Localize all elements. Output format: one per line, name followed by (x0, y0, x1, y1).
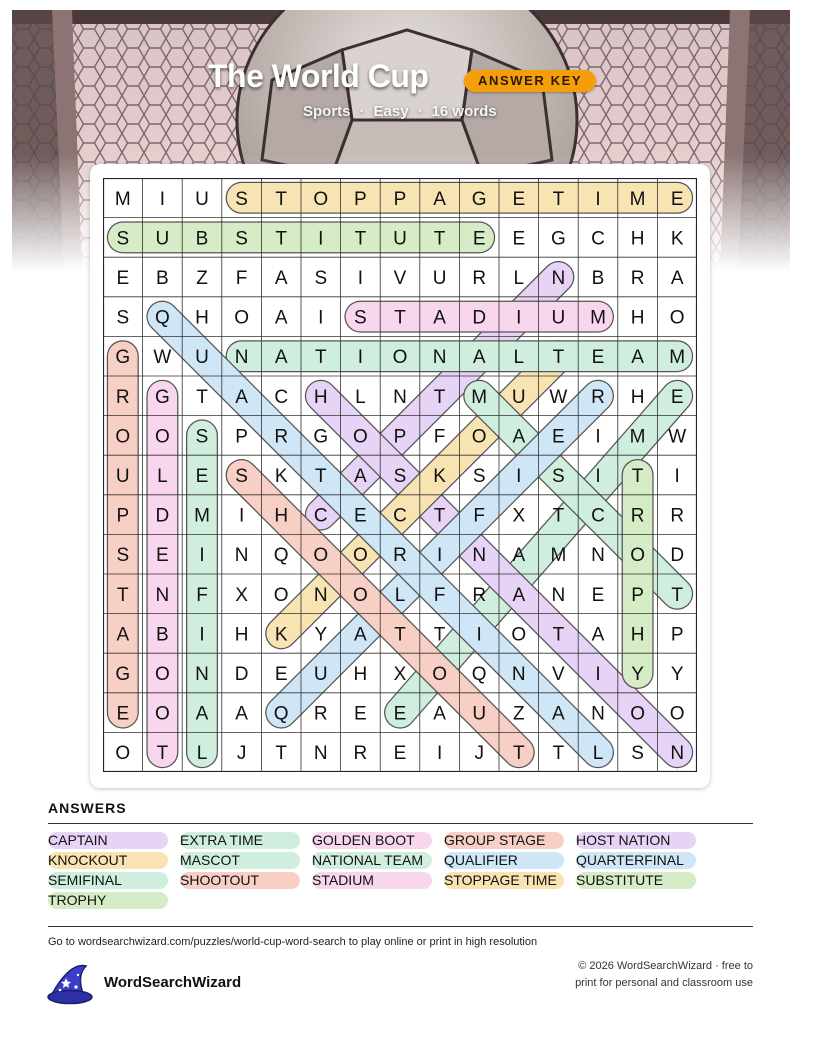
grid-cell-letter: A (274, 307, 288, 329)
grid-cell-letter: T (196, 386, 208, 408)
grid-cell-letter: F (196, 584, 208, 606)
grid-cell-letter: G (115, 347, 131, 369)
grid-cell-letter: O (511, 624, 527, 646)
grid-cell-letter: O (669, 703, 685, 725)
grid-cell-letter: S (552, 466, 565, 487)
grid-cell-letter: I (318, 228, 324, 250)
category-label: Sports (303, 103, 351, 120)
grid-cell-letter: I (476, 624, 482, 646)
answer-item (576, 871, 663, 889)
grid-cell-letter: M (550, 545, 567, 567)
grid-cell-letter: H (234, 624, 249, 646)
grid-cell-letter: T (275, 228, 288, 250)
grid-cell-letter: T (314, 466, 327, 487)
answer-item (180, 831, 263, 849)
grid-cell-letter: M (471, 386, 488, 408)
grid-cell-letter: O (630, 545, 645, 567)
grid-cell-letter: B (156, 624, 169, 646)
separator-dot: · (417, 103, 423, 120)
grid-cell-letter: G (155, 386, 170, 408)
grid-cell-letter: U (393, 228, 407, 250)
grid-cell-letter: N (393, 386, 407, 408)
grid-cell-letter: X (512, 505, 526, 527)
grid-cell-letter: E (552, 426, 565, 448)
grid-cell-letter: D (155, 505, 170, 527)
grid-cell-letter: O (115, 426, 131, 448)
grid-cell-letter: T (671, 584, 684, 606)
answer-item (444, 871, 557, 889)
grid-cell-letter: A (274, 268, 288, 289)
answer-key-badge: ANSWER KEY (464, 70, 596, 92)
grid-cell-letter: Y (314, 624, 328, 646)
grid-cell-letter: E (393, 743, 407, 765)
grid-cell-letter: S (235, 466, 248, 487)
grid-cell-letter: O (353, 584, 368, 606)
grid-cell-letter: I (238, 505, 245, 527)
grid-cell-letter: A (235, 703, 248, 725)
grid-cell-letter: E (116, 703, 130, 725)
grid-cell-letter: M (114, 188, 131, 210)
grid-cell-letter: L (394, 584, 406, 606)
grid-cell-letter: G (115, 664, 131, 685)
grid-cell-letter: O (115, 743, 131, 765)
grid-cell-letter: N (155, 584, 170, 606)
grid-cell-letter: R (353, 743, 368, 765)
grid-cell-letter: I (595, 664, 601, 685)
grid-cell-letter: N (591, 545, 605, 567)
grid-cell-letter: A (512, 545, 526, 567)
grid-cell-letter: E (512, 228, 526, 250)
answer-item (48, 851, 127, 869)
grid-cell-letter: A (195, 703, 209, 725)
grid-cell-letter: E (156, 545, 169, 567)
grid-cell-letter: O (471, 426, 487, 448)
grid-cell-letter: K (670, 228, 684, 250)
grid-cell-letter: F (433, 584, 446, 606)
grid-cell-letter: X (235, 584, 248, 606)
answer-word: QUALIFIER (444, 852, 518, 868)
grid-cell-letter: T (552, 505, 565, 527)
answer-word: QUARTERFINAL (576, 852, 684, 868)
grid-cell-letter: G (551, 228, 566, 250)
answer-word: KNOCKOUT (48, 852, 128, 868)
grid-cell-letter: R (472, 584, 487, 606)
grid-cell-letter: A (433, 188, 446, 210)
answer-word: STOPPAGE TIME (444, 872, 557, 888)
grid-cell-letter: W (668, 426, 687, 448)
grid-cell-letter: E (591, 347, 605, 369)
grid-cell-letter: U (432, 268, 447, 289)
grid-cell-letter: I (357, 268, 364, 289)
grid-cell-letter: T (394, 307, 406, 329)
grid-cell-letter: L (592, 743, 604, 765)
grid-cell-letter: P (393, 426, 407, 448)
answer-item (48, 871, 122, 889)
grid-cell-letter: N (234, 347, 249, 369)
grid-cell-letter: G (313, 426, 329, 448)
grid-cell-letter: P (116, 505, 130, 527)
grid-cell-letter: T (394, 624, 406, 646)
grid-cell-letter: K (274, 466, 288, 487)
grid-cell-letter: I (595, 466, 601, 487)
grid-cell-letter: I (516, 307, 522, 329)
answer-word: SHOOTOUT (180, 872, 260, 888)
grid-cell-letter: L (196, 743, 208, 765)
grid-cell-letter: A (552, 703, 565, 725)
grid-cell-letter: S (314, 268, 328, 289)
grid-cell-letter: O (234, 307, 249, 329)
grid-cell-letter: E (195, 466, 209, 487)
grid-cell-letter: S (235, 188, 248, 210)
grid-cell-letter: S (116, 545, 130, 567)
grid-cell-letter: S (116, 228, 130, 250)
grid-cell-letter: O (669, 307, 685, 329)
grid-cell-letter: R (630, 268, 645, 289)
answer-item (312, 871, 374, 889)
grid-cell-letter: E (472, 228, 486, 250)
grid-cell-letter: T (156, 743, 169, 765)
grid-cell-letter: N (195, 664, 209, 685)
grid-cell-letter: E (354, 703, 367, 725)
footer-link-text: Go to wordsearchwizard.com/puzzles/world-cup-word-search to play online or print in high resolution (48, 936, 538, 948)
grid-cell-letter: B (591, 268, 605, 289)
grid-cell-letter: A (274, 347, 288, 369)
grid-cell-letter: Y (670, 664, 684, 685)
grid-cell-letter: O (313, 188, 329, 210)
grid-cell-letter: P (393, 188, 407, 210)
grid-cell-letter: R (313, 703, 328, 725)
puzzle-meta (303, 103, 497, 120)
grid-cell-letter: O (432, 664, 447, 685)
answer-item (180, 851, 240, 869)
grid-cell-letter: J (236, 743, 247, 765)
grid-cell-letter: F (473, 505, 486, 527)
answer-item (312, 851, 423, 869)
grid-cell-letter: W (153, 347, 172, 369)
grid-cell-letter: Q (273, 703, 289, 725)
grid-cell-letter: D (670, 545, 685, 567)
grid-cell-letter: I (436, 545, 443, 567)
grid-cell-letter: A (354, 466, 367, 487)
grid-cell-letter: D (234, 664, 249, 685)
grid-cell-letter: O (155, 426, 170, 448)
grid-cell-letter: R (274, 426, 289, 448)
wizard-hat-icon (46, 962, 94, 1006)
grid-cell-letter: T (275, 743, 288, 765)
grid-cell-letter: H (630, 624, 645, 646)
grid-cell-letter: N (472, 545, 487, 567)
grid-cell-letter: S (195, 426, 209, 448)
grid-cell-letter: M (629, 188, 646, 210)
grid-cell-letter: O (273, 584, 289, 606)
grid-cell-letter: S (393, 466, 407, 487)
grid-cell-letter: V (552, 664, 565, 685)
grid-cell-letter: O (155, 703, 170, 725)
grid-cell-letter: Q (273, 545, 289, 567)
grid-cell-letter: H (313, 386, 328, 408)
grid-cell-letter: Q (471, 664, 487, 685)
grid-cell-letter: F (235, 268, 248, 289)
grid-cell-letter: P (354, 188, 367, 210)
grid-cell-letter: E (274, 664, 288, 685)
difficulty-label: Easy (373, 103, 409, 120)
grid-cell-letter: Z (512, 703, 525, 725)
grid-cell-letter: A (433, 703, 446, 725)
grid-cell-letter: I (436, 743, 443, 765)
grid-cell-letter: T (631, 466, 644, 487)
grid-cell-letter: O (392, 347, 408, 369)
grid-cell-letter: A (631, 347, 644, 369)
answers-divider-top (48, 823, 753, 824)
grid-cell-letter: U (313, 664, 328, 685)
answer-word: HOST NATION (576, 832, 671, 848)
answer-item (576, 831, 670, 849)
grid-cell-letter: A (116, 624, 130, 646)
grid-cell-letter: K (433, 466, 446, 487)
grid-cell-letter: S (631, 743, 644, 765)
copyright-text: © 2026 WordSearchWizard · free to print for personal and classroom use (575, 960, 753, 989)
grid-cell-letter: O (353, 545, 368, 567)
grid-cell-letter: N (432, 347, 447, 369)
grid-cell-letter: T (433, 386, 446, 408)
page-title: The World Cup (208, 58, 429, 94)
grid-cell-letter: N (551, 268, 566, 289)
grid-cell-letter: I (595, 188, 601, 210)
grid-cell-letter: L (513, 347, 525, 369)
grid-cell-letter: T (116, 584, 129, 606)
grid-cell-letter: U (115, 466, 130, 487)
grid-cell-letter: T (433, 505, 446, 527)
grid-cell-letter: H (195, 307, 209, 329)
grid-cell-letter: T (354, 228, 367, 250)
grid-cell-letter: O (313, 545, 329, 567)
grid-cell-letter: I (674, 466, 680, 487)
answer-word: MASCOT (180, 852, 240, 868)
grid-cell-letter: T (433, 228, 446, 250)
grid-cell-letter: R (670, 505, 685, 527)
grid-cell-letter: E (670, 188, 684, 210)
grid-cell-letter: E (670, 386, 684, 408)
grid-cell-letter: C (591, 228, 605, 250)
answer-item (444, 851, 518, 869)
answer-word: NATIONAL TEAM (312, 852, 423, 868)
grid-cell-letter: P (631, 584, 644, 606)
grid-cell-letter: E (393, 703, 407, 725)
grid-cell-letter: Z (196, 268, 208, 289)
grid-cell-letter: E (591, 584, 605, 606)
grid-cell-letter: L (157, 466, 168, 487)
grid-cell-letter: A (512, 584, 526, 606)
grid-cell-letter: V (393, 268, 407, 289)
grid-cell-letter: E (512, 188, 526, 210)
grid-letters (115, 189, 686, 764)
grid-cell-letter: C (274, 386, 289, 408)
answer-word: STADIUM (312, 872, 374, 888)
grid-cell-letter: T (433, 624, 446, 646)
answer-word: SEMIFINAL (48, 872, 122, 888)
separator-dot: · (359, 103, 365, 120)
word-search-grid (103, 178, 697, 772)
grid-cell-letter: I (199, 545, 205, 567)
grid-cell-letter: N (670, 743, 685, 765)
grid-cell-letter: H (630, 228, 645, 250)
grid-cell-letter: A (591, 624, 605, 646)
grid-cell-letter: I (357, 347, 364, 369)
answer-word: GOLDEN BOOT (312, 832, 415, 848)
grid-cell-letter: I (159, 188, 166, 210)
grid-cell-letter: N (551, 584, 566, 606)
grid-cell-letter: P (235, 426, 248, 448)
grid-cell-letter: L (513, 268, 525, 289)
grid-cell-letter: A (512, 426, 526, 448)
grid-cell-letter: S (116, 307, 130, 329)
grid-cell-letter: O (155, 664, 170, 685)
grid-cell-letter: M (669, 347, 686, 369)
word-count-label: 16 words (431, 103, 497, 120)
answers-heading: ANSWERS (48, 800, 127, 816)
grid-cell-letter: R (393, 545, 407, 567)
grid-cell-letter: A (235, 386, 248, 408)
answer-word: TROPHY (48, 892, 107, 908)
grid-cell-letter: P (670, 624, 684, 646)
answer-word: SUBSTITUTE (576, 872, 664, 888)
answer-item (48, 891, 106, 909)
grid-cell-letter: J (474, 743, 484, 765)
grid-cell-letter: X (393, 664, 407, 685)
grid-cell-letter: A (472, 347, 486, 369)
grid-cell-letter: A (670, 268, 684, 289)
grid-cell-letter: B (156, 268, 169, 289)
grid-cell-letter: F (433, 426, 446, 448)
grid-cell-letter: M (629, 426, 646, 448)
grid-cell-letter: N (591, 703, 605, 725)
grid-cell-letter: N (313, 584, 328, 606)
grid-cell-letter: T (314, 347, 327, 369)
grid-cell-letter: R (472, 268, 487, 289)
grid-cell-letter: C (393, 505, 407, 527)
grid-cell-letter: N (234, 545, 249, 567)
grid-cell-letter: O (630, 703, 645, 725)
grid-cell-letter: I (199, 624, 205, 646)
grid-cell-letter: H (630, 307, 645, 329)
grid-cell-letter: G (471, 188, 487, 210)
grid-cell-letter: T (552, 624, 565, 646)
grid-cell-letter: C (313, 505, 328, 527)
answer-item (48, 831, 108, 849)
answer-word: CAPTAIN (48, 832, 108, 848)
grid-cell-letter: H (630, 386, 645, 408)
grid-cell-letter: O (353, 426, 368, 448)
grid-cell-letter: S (472, 466, 486, 487)
answer-item (444, 831, 545, 849)
grid-cell-letter: S (354, 307, 367, 329)
grid-cell-letter: M (194, 505, 210, 527)
grid-cell-letter: Q (155, 307, 170, 329)
grid-cell-letter: B (195, 228, 209, 250)
answer-item (312, 831, 415, 849)
answer-word: GROUP STAGE (444, 832, 546, 848)
grid-cell-letter: U (195, 188, 209, 210)
grid-cell-letter: H (353, 664, 368, 685)
grid-cell-letter: R (630, 505, 645, 527)
grid-cell-letter: H (274, 505, 289, 527)
grid-cell-letter: R (591, 386, 605, 408)
answer-item (576, 851, 684, 869)
grid-cell-letter: Y (631, 664, 644, 685)
grid-cell-letter: T (552, 347, 565, 369)
grid-cell-letter: C (591, 505, 605, 527)
grid-cell-letter: E (116, 268, 130, 289)
grid-cell-letter: T (512, 743, 525, 765)
grid-cell-letter: I (516, 466, 522, 487)
grid-cell-letter: U (511, 386, 526, 408)
grid-cell-letter: K (274, 624, 288, 646)
grid-cell-letter: U (551, 307, 566, 329)
grid-cell-letter: E (354, 505, 367, 527)
grid-cell-letter: T (552, 743, 565, 765)
grid-cell-letter: N (511, 664, 526, 685)
grid-cell-letter: U (195, 347, 209, 369)
grid-cell-letter: D (472, 307, 487, 329)
grid-cell-letter: U (155, 228, 170, 250)
grid-cell-letter: A (433, 307, 446, 329)
brand-name: WordSearchWizard (104, 974, 242, 991)
grid-cell-letter: M (590, 307, 606, 329)
grid-cell-letter: W (549, 386, 568, 408)
grid-cell-letter: U (472, 703, 487, 725)
grid-cell-letter: S (235, 228, 248, 250)
grid-cell-letter: I (318, 307, 324, 329)
grid-cell-letter: R (115, 386, 130, 408)
grid-cell-letter: L (355, 386, 366, 408)
grid-cell-letter: T (552, 188, 565, 210)
answer-item (180, 871, 259, 889)
grid-cell-letter: N (313, 743, 328, 765)
grid-cell-letter: A (354, 624, 367, 646)
grid-cell-letter: I (595, 426, 601, 448)
answer-word: EXTRA TIME (180, 832, 263, 848)
answers-divider-bottom (48, 926, 753, 927)
grid-cell-letter: T (275, 188, 288, 210)
